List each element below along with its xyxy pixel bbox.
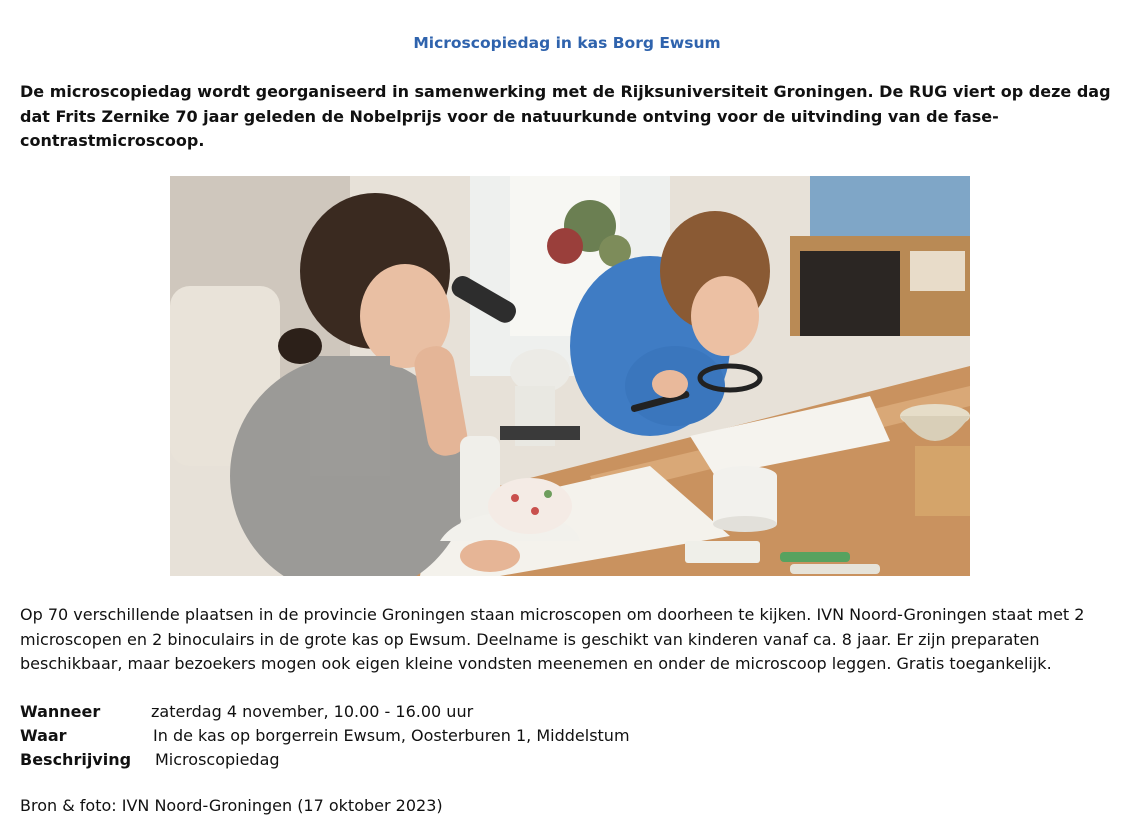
article-intro: De microscopiedag wordt georganiseerd in samenwerking met de Rijksuniversiteit Groningen. De RUG viert op deze dag dat Frits Zernike 70 jaar geleden de Nobelprijs voor de natuurkunde ontving voor de uitvinding van de fase-contrastmicroscoop. — [20, 82, 1111, 150]
article-photo — [170, 176, 970, 576]
article-title: Microscopiedag in kas Borg Ewsum — [413, 34, 721, 52]
photo-source: Bron & foto: IVN Noord-Groningen (17 oktober 2023) — [20, 796, 443, 815]
detail-label-when: Wanneer — [20, 702, 101, 721]
detail-label-description: Beschrijving — [20, 750, 132, 769]
detail-label-where: Waar — [20, 726, 67, 745]
detail-value-when: zaterdag 4 november, 10.00 - 16.00 uur — [151, 702, 474, 721]
article-body: Op 70 verschillende plaatsen in de provincie Groningen staan microscopen om doorheen te kijken. IVN Noord-Groningen staat met 2 microscopen en 2 binoculairs in de grote kas op Ewsum. Deelname is geschikt van kinderen vanaf ca. 8 jaar. Er zijn preparaten beschikbaar, maar bezoekers mogen ook eigen kleine vondsten meenemen en onder de microscoop leggen. Gratis toegankelijk. — [20, 605, 1085, 673]
detail-value-description: Microscopiedag — [155, 750, 280, 769]
detail-value-where: In de kas op borgerrein Ewsum, Oosterburen 1, Middelstum — [153, 726, 630, 745]
